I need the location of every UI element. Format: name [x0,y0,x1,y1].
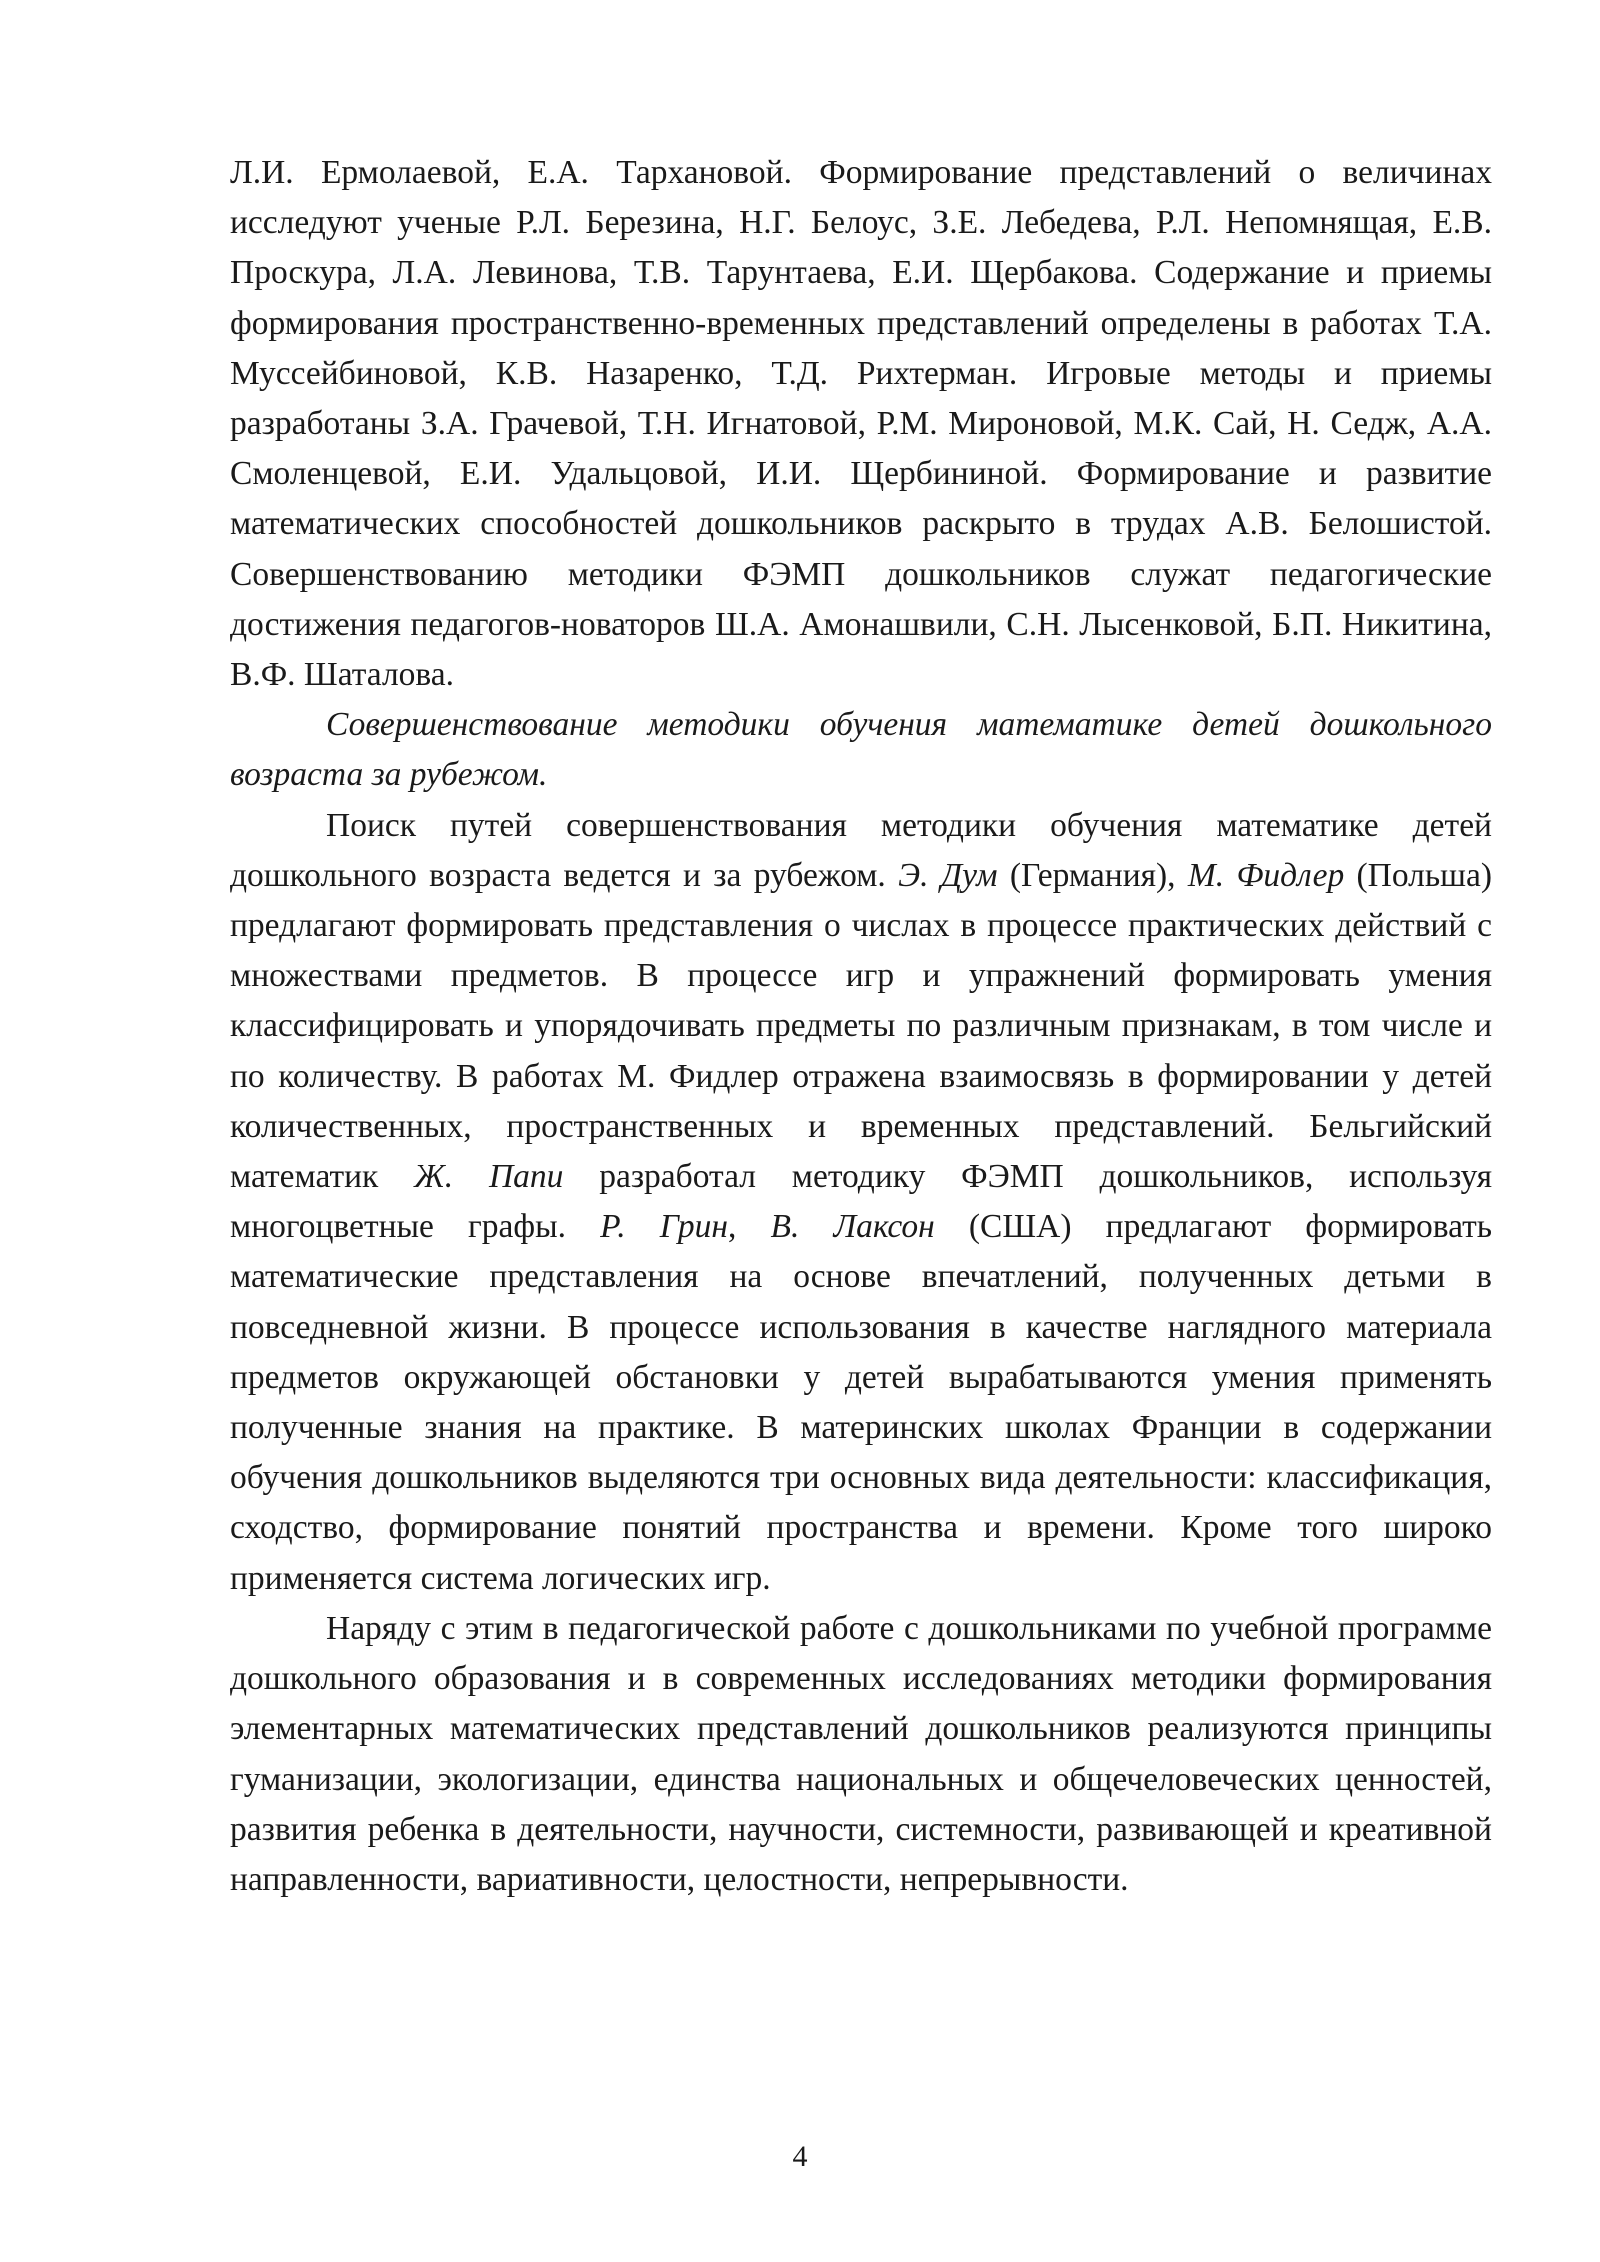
text-run: (Германия), [997,856,1188,894]
paragraph-foreign-methods [230,801,1492,1604]
author-name: Р. Грин [600,1208,728,1246]
author-name: Э. Дум [898,856,998,894]
document-page [230,148,1492,1905]
text-run: , [728,1208,771,1246]
paragraph-principles: Наряду с этим в педагогической работе с дошкольниками по учебной программе дошкольного образования и в современных исследованиях методики формирования элементарных математических представлений дошкольников реализуются принципы гуманизации, экологизации, единства национальных и общечеловеческих ценностей, развития ребенка в деятельности, научности, системности, развивающей и креативной направленности, вариативности, целостности, непрерывности. [230,1609,1492,1898]
text-run: (Польша) предлагают формировать представления о числах в процессе практических действий с множествами предметов. В процессе игр и упражнений формировать умения классифицировать и упорядочивать предметы по различным признакам, в том числе и по количеству. В работах М. Фидлер отражена взаимосвязь в формировании у детей количественных, пространственных и временных представлений. Бельгийский математик [230,856,1493,1196]
author-name: Ж. Папи [414,1158,564,1196]
author-name: В. Лаксон [770,1208,935,1246]
text-run: (США) предлагают формировать математические представления на основе впечатлений, полученных детьми в повседневной жизни. В процессе использования в качестве наглядного материала предметов окружающей обстановки у детей вырабатываются умения применять полученные знания на практике. В материнских школах Франции в содержании обучения дошкольников выделяются три основных вида деятельности: классификация, сходство, формирование понятий пространства и времени. Кроме того широко применяется система логических игр. [230,1208,1492,1597]
page-number: 4 [792,2140,808,2173]
paragraph-researchers: Л.И. Ермолаевой, Е.А. Тархановой. Формирование представлений о величинах исследуют ученые Р.Л. Березина, Н.Г. Белоус, З.Е. Лебедева, Р.Л. Непомнящая, Е.В. Проскура, Л.А. Левинова, Т.В. Тарунтаева, Е.И. Щербакова. Содержание и приемы формирования пространственно-временных представлений определены в работах Т.А. Муссейбиновой, К.В. Назаренко, Т.Д. Рихтерман. Игровые методы и приемы разработаны З.А. Грачевой, Т.Н. Игнатовой, Р.М. Мироновой, М.К. Сай, Н. Седж, А.А. Смоленцевой, Е.И. Удальцовой, И.И. Щербининой. Формирование и развитие математических способностей дошкольников раскрыто в трудах А.В. Белошистой. Совершенствованию методики ФЭМП дошкольников служат педагогические достижения педагогов-новаторов Ш.А. Амонашвили, С.Н. Лысенковой, Б.П. Никитина, В.Ф. Шаталова. [230,154,1492,694]
section-heading: Совершенствование методики обучения математике детей дошкольного возраста за рубежом. [230,706,1492,794]
text-run: разработал методику ФЭМП дошкольников, используя многоцветные графы. [230,1158,1492,1246]
text-run: Поиск путей совершенствования методики обучения математике детей дошкольного возраста ведется и за рубежом. [230,806,1492,894]
author-name: М. Фидлер [1187,856,1345,894]
